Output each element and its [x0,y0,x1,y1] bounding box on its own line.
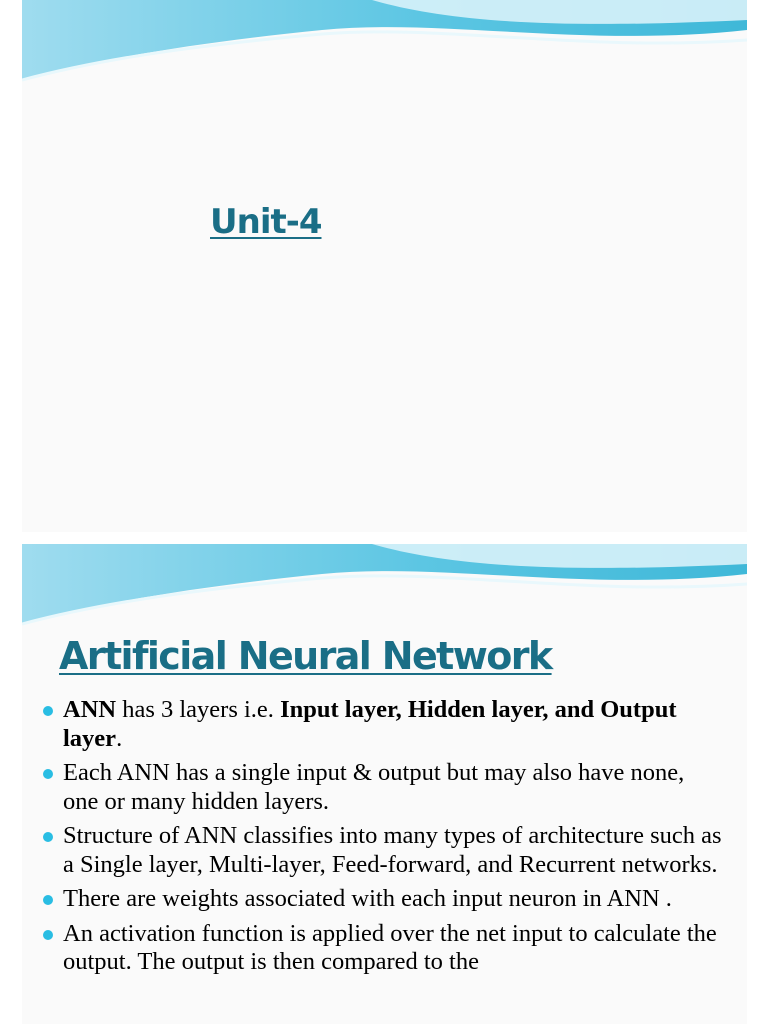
bullet-item [22,696,747,753]
bullet-dot-icon [43,769,53,779]
header-wave-decoration [22,0,747,86]
bullet-item [22,759,747,816]
slide-title-unit [22,0,747,532]
bullet-item [22,920,747,977]
bullet-item [22,885,747,914]
bullet-text: ANN [63,696,117,723]
bullet-item [22,822,747,879]
bullet-dot-icon [43,832,53,842]
bullet-text: Input layer, Hidden layer, and Output layer [63,696,677,752]
bullet-text: Structure of ANN classifies into many types of architecture such as a Single layer, Multi-layer, Feed-forward, and Recurrent networks. [63,822,722,878]
bullet-text: has 3 layers i.e. [116,696,281,723]
bullet-text: . [116,724,123,752]
bullet-list [22,696,747,983]
slide-title: Artificial Neural Network [59,634,552,678]
slide-artificial-neural-network [22,544,747,1024]
bullet-text: Each ANN has a single input & output but may also have none, one or many hidden layers. [63,759,685,815]
slide-title: Unit-4 [210,202,322,242]
bullet-dot-icon [43,930,53,940]
bullet-text: An activation function is applied over the net input to calculate the output. The output is then compared to the [63,919,717,975]
bullet-dot-icon [43,706,53,716]
header-wave-decoration [22,544,747,630]
bullet-text: There are weights associated with each input neuron in ANN . [63,885,672,912]
bullet-dot-icon [43,895,53,905]
